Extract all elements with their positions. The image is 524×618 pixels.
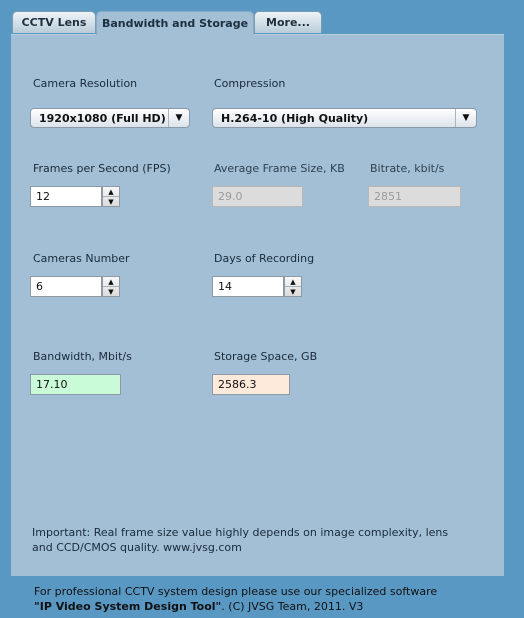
avg-frame-size-label: Average Frame Size, KB [214, 162, 345, 175]
days-recording-input[interactable] [212, 276, 284, 297]
increment-icon[interactable]: ▲ [285, 277, 301, 287]
tab-more-label: More... [266, 16, 310, 29]
storage-space-label: Storage Space, GB [214, 350, 318, 363]
camera-resolution-value: 1920x1080 (Full HD) [39, 111, 166, 125]
increment-icon[interactable]: ▲ [103, 277, 119, 287]
footer-line-1: For professional CCTV system design please use our specialized software [34, 585, 438, 598]
note-line-2: and CCD/CMOS quality. www.jvsg.com [32, 541, 242, 554]
decrement-icon[interactable]: ▼ [290, 287, 296, 296]
bandwidth-label: Bandwidth, Mbit/s [33, 350, 132, 363]
tab-more[interactable] [254, 11, 322, 33]
fps-input[interactable] [30, 186, 102, 207]
decrement-icon[interactable]: ▼ [108, 197, 114, 206]
camera-resolution-select[interactable] [30, 108, 190, 128]
tab-cctv-lens-label: CCTV Lens [21, 16, 87, 29]
avg-frame-size-field [212, 186, 303, 207]
days-recording-label: Days of Recording [214, 252, 315, 265]
bandwidth-storage-panel [11, 34, 504, 576]
days-recording-stepper[interactable] [284, 276, 302, 297]
footer [34, 584, 504, 614]
footer-line-2 [34, 599, 504, 614]
bandwidth-result [30, 374, 121, 395]
compression-value: H.264-10 (High Quality) [221, 111, 369, 125]
decrement-icon[interactable]: ▼ [108, 287, 114, 296]
chevron-down-icon[interactable]: ▼ [455, 109, 476, 127]
fps-label: Frames per Second (FPS) [33, 162, 171, 175]
chevron-down-icon[interactable]: ▼ [168, 109, 189, 127]
fps-stepper[interactable] [102, 186, 120, 207]
bitrate-field [368, 186, 461, 207]
compression-label: Compression [214, 77, 286, 90]
tab-bandwidth-and-storage[interactable] [96, 11, 254, 35]
note-line-1: Important: Real frame size value highly depends on image complexity, lens [32, 526, 449, 539]
important-note [32, 525, 482, 555]
tool-name: "IP Video System Design Tool" [34, 600, 222, 613]
increment-icon[interactable]: ▲ [103, 187, 119, 197]
compression-select[interactable] [212, 108, 477, 128]
bitrate-label: Bitrate, kbit/s [370, 162, 445, 175]
tab-bandwidth-and-storage-label: Bandwidth and Storage [101, 17, 249, 30]
cameras-number-input[interactable] [30, 276, 102, 297]
storage-space-result [212, 374, 290, 395]
cameras-number-label: Cameras Number [33, 252, 130, 265]
cameras-number-stepper[interactable] [102, 276, 120, 297]
tab-cctv-lens[interactable] [12, 11, 96, 33]
camera-resolution-label: Camera Resolution [33, 77, 138, 90]
footer-copyright: . (C) JVSG Team, 2011. V3 [221, 600, 364, 613]
